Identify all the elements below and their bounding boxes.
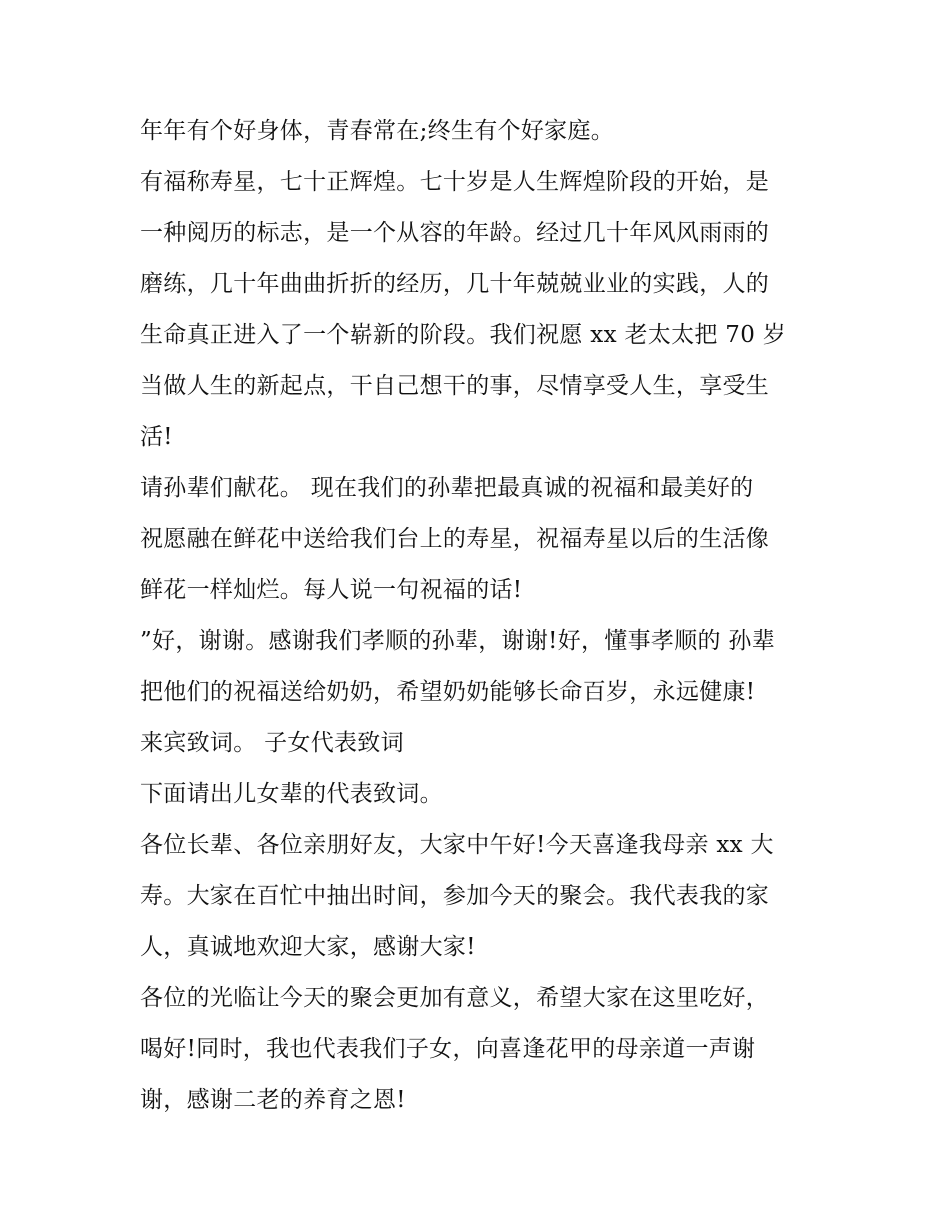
text-line: 喝好!同时，我也代表我们子女，向喜逢花甲的母亲道一声谢 [140, 1036, 756, 1062]
text-line: 寿。大家在百忙中抽出时间，参加今天的聚会。我代表我的家 [140, 883, 770, 909]
text-line: 生命真正进入了一个崭新的阶段。我们祝愿 xx 老太太把 70 岁 [140, 322, 787, 348]
text-line: 一种阅历的标志，是一个从容的年龄。经过几十年风风雨雨的 [140, 220, 770, 246]
text-line: 年年有个好身体，青春常在;终生有个好家庭。 [140, 118, 615, 144]
text-line: 当做人生的新起点，干自己想干的事，尽情享受人生，享受生 [140, 373, 770, 399]
text-line: 各位的光临让今天的聚会更加有意义，希望大家在这里吃好， [140, 985, 770, 1011]
text-line: 把他们的祝福送给奶奶，希望奶奶能够长命百岁，永远健康! [140, 679, 756, 705]
text-line: 磨练，几十年曲曲折折的经历，几十年兢兢业业的实践，人的 [140, 271, 770, 297]
text-line: 鲜花一样灿烂。每人说一句祝福的话! [140, 577, 523, 603]
text-line: 有福称寿星，七十正辉煌。七十岁是人生辉煌阶段的开始，是 [140, 169, 770, 195]
document-body [140, 106, 820, 1126]
text-line: 人，真诚地欢迎大家，感谢大家! [140, 934, 476, 960]
text-line: 祝愿融在鲜花中送给我们台上的寿星，祝福寿星以后的生活像 [140, 526, 770, 552]
text-line: 请孙辈们献花。 现在我们的孙辈把最真诚的祝福和最美好的 [140, 475, 754, 501]
text-line: 来宾致词。 子女代表致词 [140, 730, 404, 756]
text-line: ”好，谢谢。感谢我们孝顺的孙辈，谢谢!好，懂事孝顺的 孙辈 [140, 628, 776, 654]
text-line: 活! [140, 424, 173, 450]
text-line: 下面请出儿女辈的代表致词。 [140, 781, 443, 807]
text-line: 谢，感谢二老的养育之恩! [140, 1087, 406, 1113]
text-line: 各位长辈、各位亲朋好友，大家中午好!今天喜逢我母亲 xx 大 [140, 832, 774, 858]
